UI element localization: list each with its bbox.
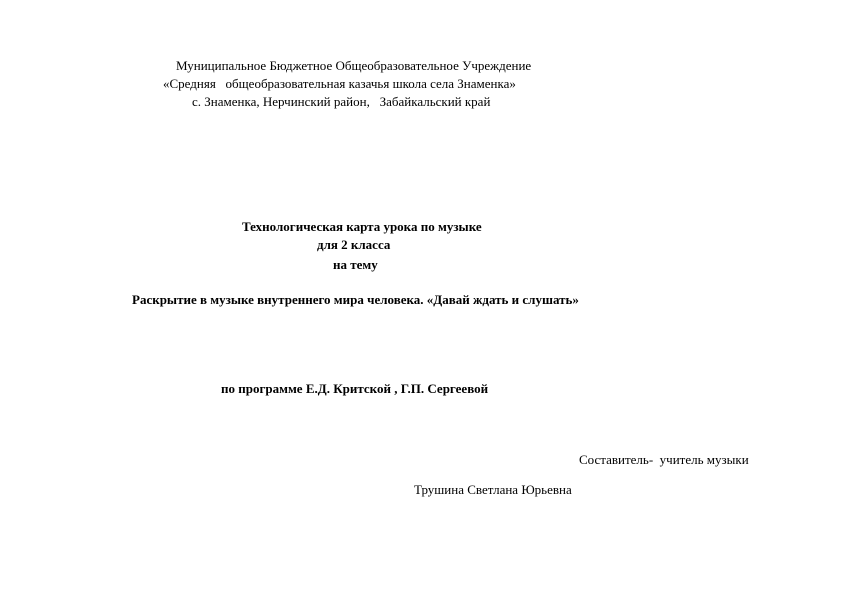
document-title: Технологическая карта урока по музыке bbox=[242, 219, 482, 234]
grade-line: для 2 класса bbox=[317, 237, 391, 252]
topic-label: на тему bbox=[333, 257, 378, 272]
author-role: Составитель- учитель музыки bbox=[579, 452, 749, 467]
author-name: Трушина Светлана Юрьевна bbox=[414, 482, 572, 497]
lesson-topic: Раскрытие в музыке внутреннего мира человека. «Давай ждать и слушать» bbox=[132, 292, 579, 307]
school-full-title-line: «Средняя общеобразовательная казачья школа села Знаменка» bbox=[163, 76, 516, 91]
program-line: по программе Е.Д. Критской , Г.П. Сергеевой bbox=[221, 381, 489, 396]
school-name-line: Муниципальное Бюджетное Общеобразовательное Учреждение bbox=[176, 58, 532, 73]
school-address-line: с. Знаменка, Нерчинский район, Забайкальский край bbox=[192, 94, 491, 109]
